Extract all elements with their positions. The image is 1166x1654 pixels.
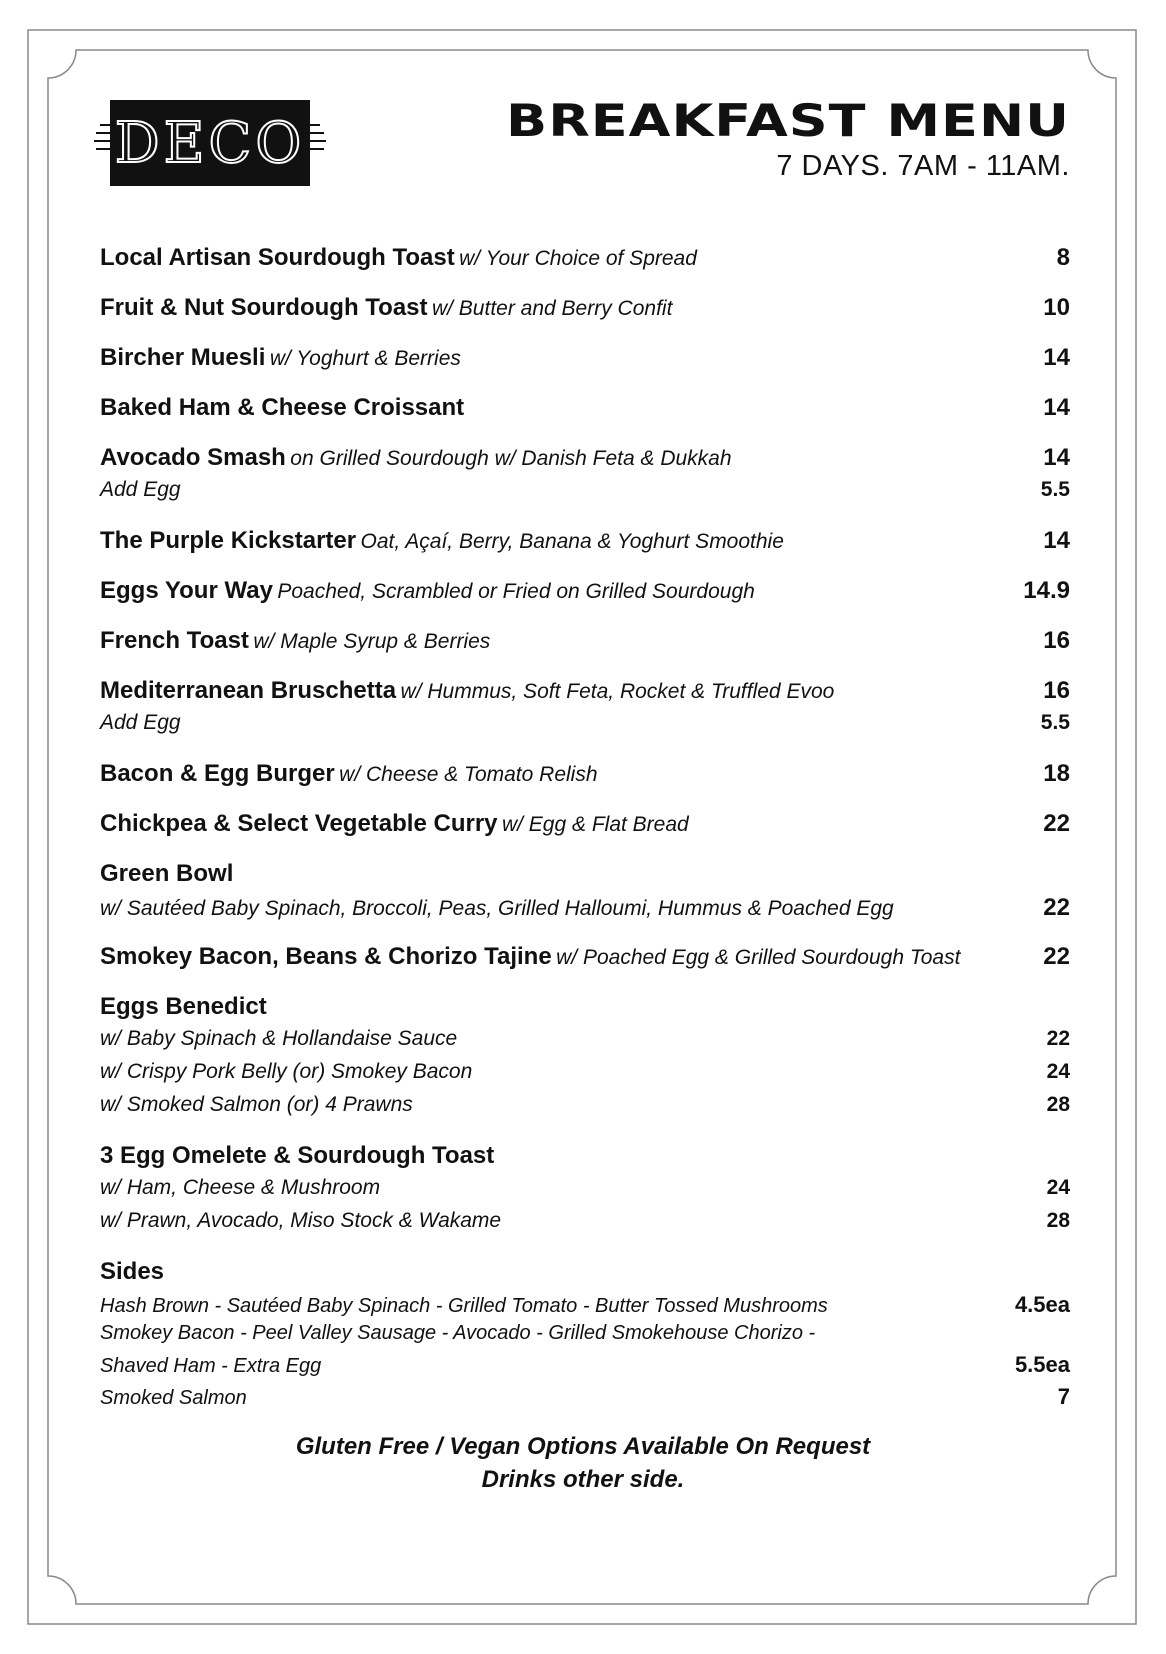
menu-item bbox=[100, 810, 1070, 844]
item-name: Local Artisan Sourdough Toast bbox=[100, 244, 455, 271]
dietary-note: Gluten Free / Vegan Options Available On Request bbox=[295, 1433, 871, 1460]
item-price: 14.9 bbox=[1023, 577, 1070, 604]
item-price: 16 bbox=[1043, 677, 1070, 704]
add-egg-label: Add Egg bbox=[100, 478, 181, 501]
menu-item bbox=[100, 394, 1070, 428]
sides-line: Hash Brown - Sautéed Baby Spinach - Grilled Tomato - Butter Tossed Mushrooms bbox=[100, 1295, 828, 1317]
option-price: 28 bbox=[1046, 1209, 1070, 1232]
item-price: 16 bbox=[1043, 627, 1070, 654]
item-price: 14 bbox=[1043, 444, 1070, 471]
option-desc: w/ Ham, Cheese & Mushroom bbox=[100, 1176, 381, 1199]
item-desc: Oat, Açaí, Berry, Banana & Yoghurt Smoothie bbox=[360, 530, 784, 553]
tajine-item bbox=[100, 943, 1070, 977]
menu-title: BREAKFAST MENU bbox=[506, 95, 1070, 147]
sides-heading: Sides bbox=[100, 1258, 165, 1285]
menu-item bbox=[100, 527, 1070, 561]
item-desc: Poached, Scrambled or Fried on Grilled Sourdough bbox=[277, 580, 755, 603]
drinks-note: Drinks other side. bbox=[481, 1466, 685, 1493]
item-desc: w/ Maple Syrup & Berries bbox=[253, 630, 491, 653]
menu-item bbox=[100, 444, 1070, 511]
item-price: 18 bbox=[1043, 760, 1070, 787]
sides-line: Shaved Ham - Extra Egg bbox=[100, 1355, 322, 1377]
menu-list bbox=[100, 244, 1070, 1432]
menu-item bbox=[100, 760, 1070, 794]
option-price: 22 bbox=[1046, 1027, 1070, 1050]
omelete-item bbox=[100, 1142, 1070, 1242]
item-name: Smokey Bacon, Beans & Chorizo Tajine bbox=[100, 943, 552, 970]
item-price: 22 bbox=[1043, 943, 1070, 970]
item-name: Avocado Smash bbox=[100, 444, 286, 471]
item-price: 14 bbox=[1043, 527, 1070, 554]
item-price: 8 bbox=[1056, 244, 1070, 271]
option-desc: w/ Crispy Pork Belly (or) Smokey Bacon bbox=[100, 1060, 473, 1083]
item-price: 14 bbox=[1043, 344, 1070, 371]
add-egg-price: 5.5 bbox=[1040, 478, 1070, 501]
item-name: French Toast bbox=[100, 627, 249, 654]
option-desc: w/ Prawn, Avocado, Miso Stock & Wakame bbox=[100, 1209, 502, 1232]
item-desc: w/ Hummus, Soft Feta, Rocket & Truffled Evoo bbox=[400, 680, 835, 703]
menu-hours: 7 DAYS. 7AM - 11AM. bbox=[776, 150, 1070, 182]
sides-line: Smoked Salmon bbox=[100, 1387, 247, 1409]
item-price: 22 bbox=[1043, 810, 1070, 837]
add-egg-label: Add Egg bbox=[100, 711, 181, 734]
green-bowl-item bbox=[100, 860, 1070, 927]
item-name: Chickpea & Select Vegetable Curry bbox=[100, 810, 498, 837]
item-name: Eggs Benedict bbox=[100, 993, 267, 1020]
item-price: 10 bbox=[1043, 294, 1070, 321]
sides-line: Smokey Bacon - Peel Valley Sausage - Avocado - Grilled Smokehouse Chorizo - bbox=[100, 1322, 816, 1344]
menu-item bbox=[100, 244, 1070, 278]
option-price: 24 bbox=[1046, 1176, 1070, 1199]
item-desc: w/ Your Choice of Spread bbox=[459, 247, 697, 270]
menu-item bbox=[100, 627, 1070, 661]
item-desc: w/ Egg & Flat Bread bbox=[501, 813, 689, 836]
menu-item bbox=[100, 344, 1070, 378]
sides-price: 4.5ea bbox=[1014, 1292, 1070, 1317]
item-name: Fruit & Nut Sourdough Toast bbox=[100, 294, 428, 321]
item-price: 22 bbox=[1043, 894, 1070, 921]
menu-item bbox=[100, 294, 1070, 328]
item-desc: w/ Sautéed Baby Spinach, Broccoli, Peas, Grilled Halloumi, Hummus & Poached Egg bbox=[100, 897, 894, 920]
item-price: 14 bbox=[1043, 394, 1070, 421]
item-desc: w/ Yoghurt & Berries bbox=[269, 347, 461, 370]
item-name: Bircher Muesli bbox=[100, 344, 266, 371]
menu-item bbox=[100, 677, 1070, 744]
logo-text: DECO bbox=[114, 110, 306, 176]
item-name: Eggs Your Way bbox=[100, 577, 273, 604]
add-egg-price: 5.5 bbox=[1040, 711, 1070, 734]
item-desc: on Grilled Sourdough w/ Danish Feta & Dukkah bbox=[290, 447, 732, 470]
sides-price: 7 bbox=[1057, 1384, 1070, 1409]
item-name: Bacon & Egg Burger bbox=[100, 760, 335, 787]
benedict-item bbox=[100, 993, 1070, 1126]
item-desc: w/ Poached Egg & Grilled Sourdough Toast bbox=[556, 946, 961, 969]
sides-price: 5.5ea bbox=[1014, 1352, 1070, 1377]
menu-item bbox=[100, 577, 1070, 611]
item-name: Mediterranean Bruschetta bbox=[100, 677, 397, 704]
sides-section bbox=[100, 1258, 1070, 1416]
option-price: 24 bbox=[1046, 1060, 1070, 1083]
option-desc: w/ Smoked Salmon (or) 4 Prawns bbox=[100, 1093, 413, 1116]
item-desc: w/ Butter and Berry Confit bbox=[431, 297, 673, 320]
deco-logo bbox=[100, 98, 322, 188]
item-name: 3 Egg Omelete & Sourdough Toast bbox=[100, 1142, 495, 1169]
option-desc: w/ Baby Spinach & Hollandaise Sauce bbox=[100, 1027, 458, 1050]
item-name: Green Bowl bbox=[100, 860, 234, 887]
item-name: Baked Ham & Cheese Croissant bbox=[100, 394, 465, 421]
item-name: The Purple Kickstarter bbox=[100, 527, 357, 554]
option-price: 28 bbox=[1046, 1093, 1070, 1116]
item-desc: w/ Cheese & Tomato Relish bbox=[339, 763, 598, 786]
